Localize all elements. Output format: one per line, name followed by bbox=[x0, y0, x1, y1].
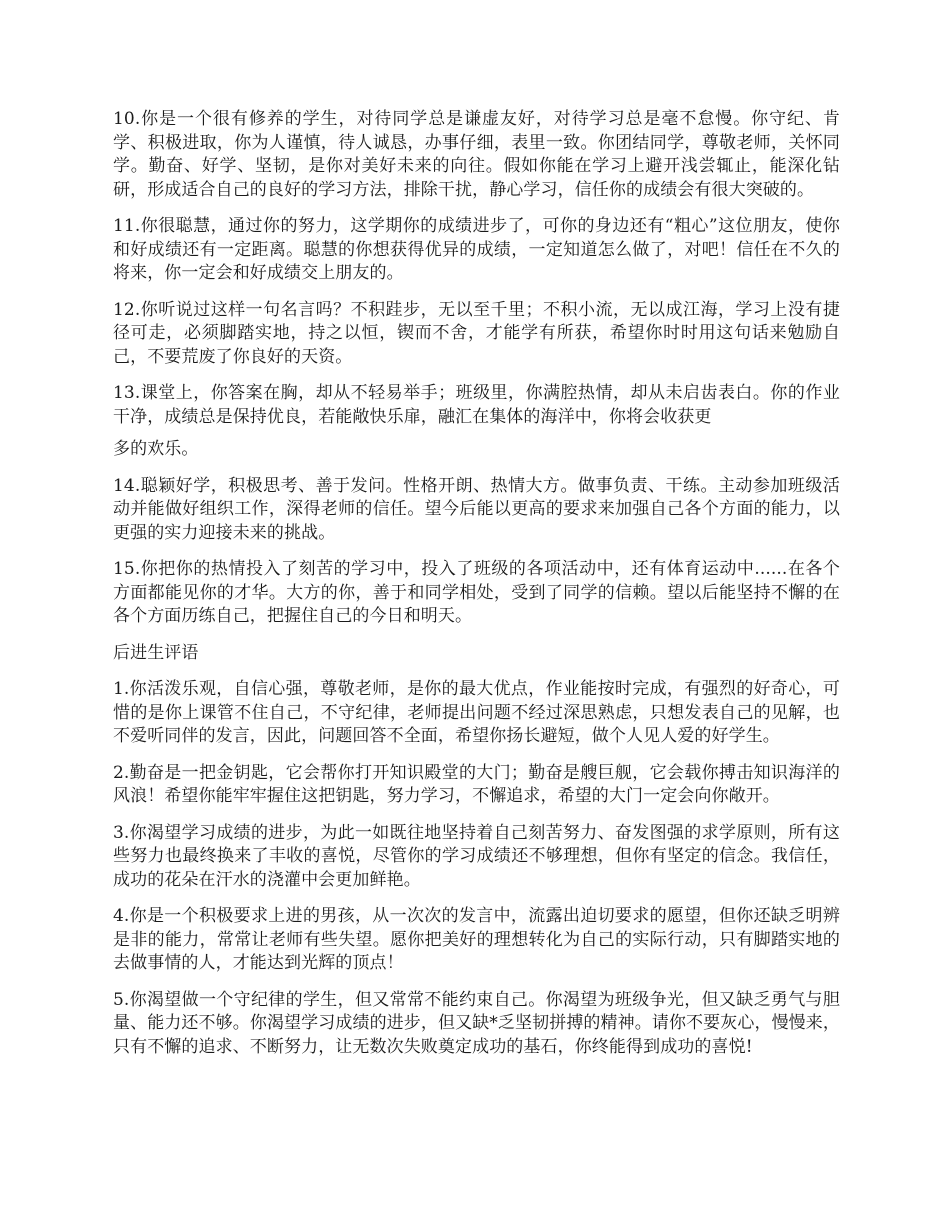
section-heading: 后进生评语 bbox=[113, 642, 199, 663]
underperformer-comment-1: 1.你活泼乐观，自信心强，尊敬老师，是你的最大优点，作业能按时完成，有强烈的好奇心，可惜的是你上课管不住自己，不守纪律，老师提出问题不经过深思熟虑，只想发表自己的见解，也不爱听同伴的发言，因此，问题回答不全面，希望你扬长避短，做个人见人爱的好学生。 bbox=[113, 679, 840, 746]
underperformer-comment-4: 4.你是一个积极要求上进的男孩，从一次次的发言中，流露出迫切要求的愿望，但你还缺乏明辨是非的能力，常常让老师有些失望。愿你把美好的理想转化为自己的实际行动，只有脚踏实地的去做事情的人，才能达到光辉的顶点！ bbox=[113, 906, 840, 973]
comment-paragraph-10: 10.你是一个很有修养的学生，对待同学总是谦虚友好，对待学习总是毫不怠慢。你守纪、肯学、积极进取，你为人谨慎，待人诚恳，办事仔细，表里一致。你团结同学，尊敬老师，关怀同学。勤奋、好学、坚韧，是你对美好未来的向往。假如你能在学习上避开浅尝辄止，能深化钻研，形成适合自己的良好的学习方法，排除干扰，静心学习，信任你的成绩会有很大突破的。 bbox=[113, 109, 840, 200]
comment-paragraph-14: 14.聪颖好学，积极思考、善于发问。性格开朗、热情大方。做事负责、干练。主动参加班级活动并能做好组织工作，深得老师的信任。望今后能以更高的要求来加强自己各个方面的能力，以更强的实力迎接未来的挑战。 bbox=[113, 475, 840, 543]
underperformer-comment-3: 3.你渴望学习成绩的进步，为此一如既往地坚持着自己刻苦努力、奋发图强的求学原则，所有这些努力也最终换来了丰收的喜悦，尽管你的学习成绩还不够理想，但你有坚定的信念。我信任，成功的花朵在汗水的浇灌中会更加鲜艳。 bbox=[113, 822, 840, 890]
comment-paragraph-13-continued: 多的欢乐。 bbox=[113, 439, 199, 459]
underperformer-comment-5: 5.你渴望做一个守纪律的学生，但又常常不能约束自己。你渴望为班级争光，但又缺乏勇气与胆量、能力还不够。你渴望学习成绩的进步，但又缺*乏坚韧拼搏的精神。请你不要灰心，慢慢来，只有不懈的追求、不断努力，让无数次失败奠定成功的基石，你终能得到成功的喜悦! bbox=[113, 989, 840, 1057]
document-page bbox=[113, 108, 840, 1072]
comment-paragraph-11: 11.你很聪慧，通过你的努力，这学期你的成绩进步了，可你的身边还有“粗心”这位朋友，使你和好成绩还有一定距离。聪慧的你想获得优异的成绩，一定知道怎么做了，对吧！信任在不久的将来，你一定会和好成绩交上朋友的。 bbox=[113, 216, 840, 283]
underperformer-comment-2: 2.勤奋是一把金钥匙，它会帮你打开知识殿堂的大门；勤奋是艘巨舰，它会载你搏击知识海洋的风浪！希望你能牢牢握住这把钥匙，努力学习，不懈追求，希望的大门一定会向你敞开。 bbox=[113, 762, 840, 806]
comment-paragraph-15: 15.你把你的热情投入了刻苦的学习中，投入了班级的各项活动中，还有体育运动中......在各个方面都能见你的才华。大方的你，善于和同学相处，受到了同学的信赖。望以后能坚持不懈的在各个方面历练自己，把握住自己的今日和明天。 bbox=[113, 559, 840, 626]
comment-paragraph-13: 13.课堂上，你答案在胸，却从不轻易举手；班级里，你满腔热情，却从未启齿表白。你的作业干净，成绩总是保持优良，若能敞快乐扉，融汇在集体的海洋中，你将会收获更 bbox=[113, 383, 840, 427]
comment-paragraph-12: 12.你听说过这样一句名言吗？不积跬步，无以至千里；不积小流，无以成江海，学习上没有捷径可走，必须脚踏实地，持之以恒，锲而不舍，才能学有所获，希望你时时用这句话来勉励自己，不要荒废了你良好的天资。 bbox=[113, 299, 840, 367]
